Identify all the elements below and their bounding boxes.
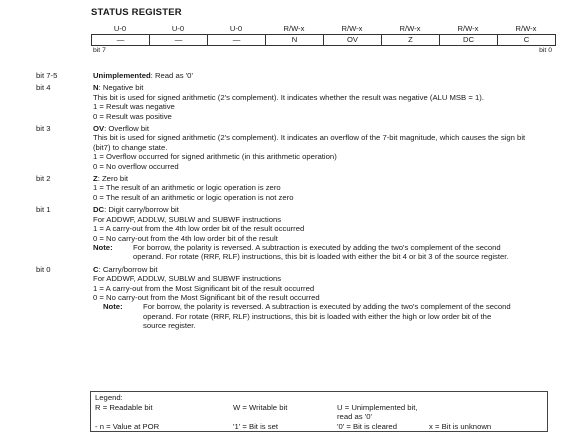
note-label: Note:: [93, 242, 113, 252]
description-line: For ADDWF, ADDLW, SUBLW and SUBWF instructions: [93, 214, 282, 224]
bit-name-suffix: : Overflow bit: [104, 124, 149, 134]
register-access-row: [91, 24, 556, 34]
description-line: 1 = The result of an arithmetic or logic operation is zero: [93, 183, 281, 193]
note: [93, 243, 541, 262]
access-bit3: R/W-x: [341, 24, 363, 33]
cell-bit2: Z: [382, 35, 440, 46]
bit-low-label: bit 0: [539, 47, 552, 54]
description-line: 1 = A carry-out from the 4th low order bit of the result occurred: [93, 224, 305, 234]
register-bit-cells: [91, 34, 556, 46]
note: [93, 302, 541, 330]
legend-entry: W = Writable bit: [233, 402, 288, 412]
bit-high-label: bit 7: [93, 47, 106, 54]
description-line: 1 = Overflow occurred for signed arithmetic (in this arithmetic operation): [93, 152, 337, 162]
access-bit2: R/W-x: [399, 24, 421, 33]
description-line: 1 = Result was negative: [93, 102, 175, 112]
bit-descriptions: [36, 71, 541, 334]
cell-bit1: DC: [440, 35, 498, 46]
cell-bit0: C: [498, 35, 556, 46]
legend-entry: - n = Value at POR: [95, 421, 160, 431]
bit-name: C: [93, 264, 99, 274]
note-text: For borrow, the polarity is reversed. A subtraction is executed by adding the two's complement of the second operand. For rotate (RRF, RLF) instructions, this bit is loaded with either the bit 4 or bit 3 of the source register.: [133, 242, 509, 262]
bit-name-suffix: : Read as '0': [150, 71, 193, 80]
bit-name: OV: [93, 124, 105, 134]
cell-bit3: OV: [324, 35, 382, 46]
legend-row: [95, 422, 543, 432]
legend-entry: R = Readable bit: [95, 402, 153, 412]
cell-bit5: —: [208, 35, 266, 46]
note-label: Note:: [103, 302, 123, 312]
bit-body: [93, 124, 541, 171]
access-bit5: U-0: [229, 24, 243, 33]
bit-name-suffix: : Carry/borrow bit: [98, 264, 158, 274]
register-bit-range: [91, 46, 556, 56]
description-line: For ADDWF, ADDLW, SUBLW and SUBWF instructions: [93, 274, 282, 284]
legend-box: [90, 391, 548, 432]
access-bit4: R/W-x: [283, 24, 305, 33]
legend-entry: x = Bit is unknown: [429, 421, 492, 431]
bit-label: bit 7-5: [36, 71, 58, 80]
bit-body: [93, 265, 541, 331]
access-bit0: R/W-x: [515, 24, 537, 33]
bit-body: [93, 71, 541, 80]
register-diagram: [91, 24, 556, 56]
bit-name: DC: [93, 205, 105, 215]
bit-name: N: [93, 83, 99, 93]
legend-entry: '1' = Bit is set: [233, 421, 279, 431]
bit-name: Unimplemented: [93, 71, 151, 80]
bit-description: [36, 71, 541, 80]
description-line: This bit is used for signed arithmetic (2's complement). It indicates an overflow of the 7-bit magnitude, which causes the sign bit (bit7) to change state.: [93, 133, 526, 152]
bit-body: [93, 83, 541, 121]
bit-description: [36, 174, 541, 202]
bit-name-suffix: : Negative bit: [98, 83, 144, 93]
description-line: 0 = No carry-out from the 4th low order bit of the result: [93, 233, 278, 243]
cell-bit4: N: [266, 35, 324, 46]
cell-bit6: —: [150, 35, 208, 46]
bit-label: bit 0: [36, 264, 51, 274]
legend-row: [95, 403, 543, 422]
bit-name: Z: [93, 174, 98, 184]
description-line: This bit is used for signed arithmetic (2's complement). It indicates whether the result was negative (ALU MSB = 1).: [93, 92, 484, 102]
bit-description: [36, 83, 541, 121]
legend-entry: [429, 403, 543, 422]
bit-name-suffix: : Zero bit: [97, 174, 129, 184]
legend-title: Legend:: [95, 393, 123, 402]
bit-description: [36, 205, 541, 261]
page-title: STATUS REGISTER: [91, 7, 182, 18]
bit-description: [36, 124, 541, 171]
access-bit7: U-0: [113, 24, 127, 33]
bit-label: bit 3: [36, 124, 51, 134]
bit-body: [93, 205, 541, 261]
cell-bit7: —: [92, 35, 150, 46]
bit-label: bit 2: [36, 174, 51, 184]
description-line: 0 = No carry-out from the Most Significant bit of the result occurred: [93, 292, 320, 302]
description-line: 0 = Result was positive: [93, 111, 172, 121]
description-line: 0 = No overflow occurred: [93, 161, 179, 171]
bit-description: [36, 265, 541, 331]
legend-entry: U = Unimplemented bit, read as '0': [337, 402, 418, 422]
bit-label: bit 1: [36, 205, 51, 215]
note-text: For borrow, the polarity is reversed. A subtraction is executed by adding the two's complement of the second operand. For rotate (RRF, RLF) instructions, this bit is loaded with either the high or low order bit of the source register.: [143, 302, 511, 331]
bit-label: bit 4: [36, 83, 51, 93]
access-bit6: U-0: [171, 24, 185, 33]
description-line: 0 = The result of an arithmetic or logic operation is not zero: [93, 192, 294, 202]
legend-entry: '0' = Bit is cleared: [337, 421, 397, 431]
description-line: 1 = A carry-out from the Most Significant bit of the result occurred: [93, 283, 315, 293]
access-bit1: R/W-x: [457, 24, 479, 33]
bit-body: [93, 174, 541, 202]
bit-name-suffix: : Digit carry/borrow bit: [104, 205, 179, 215]
